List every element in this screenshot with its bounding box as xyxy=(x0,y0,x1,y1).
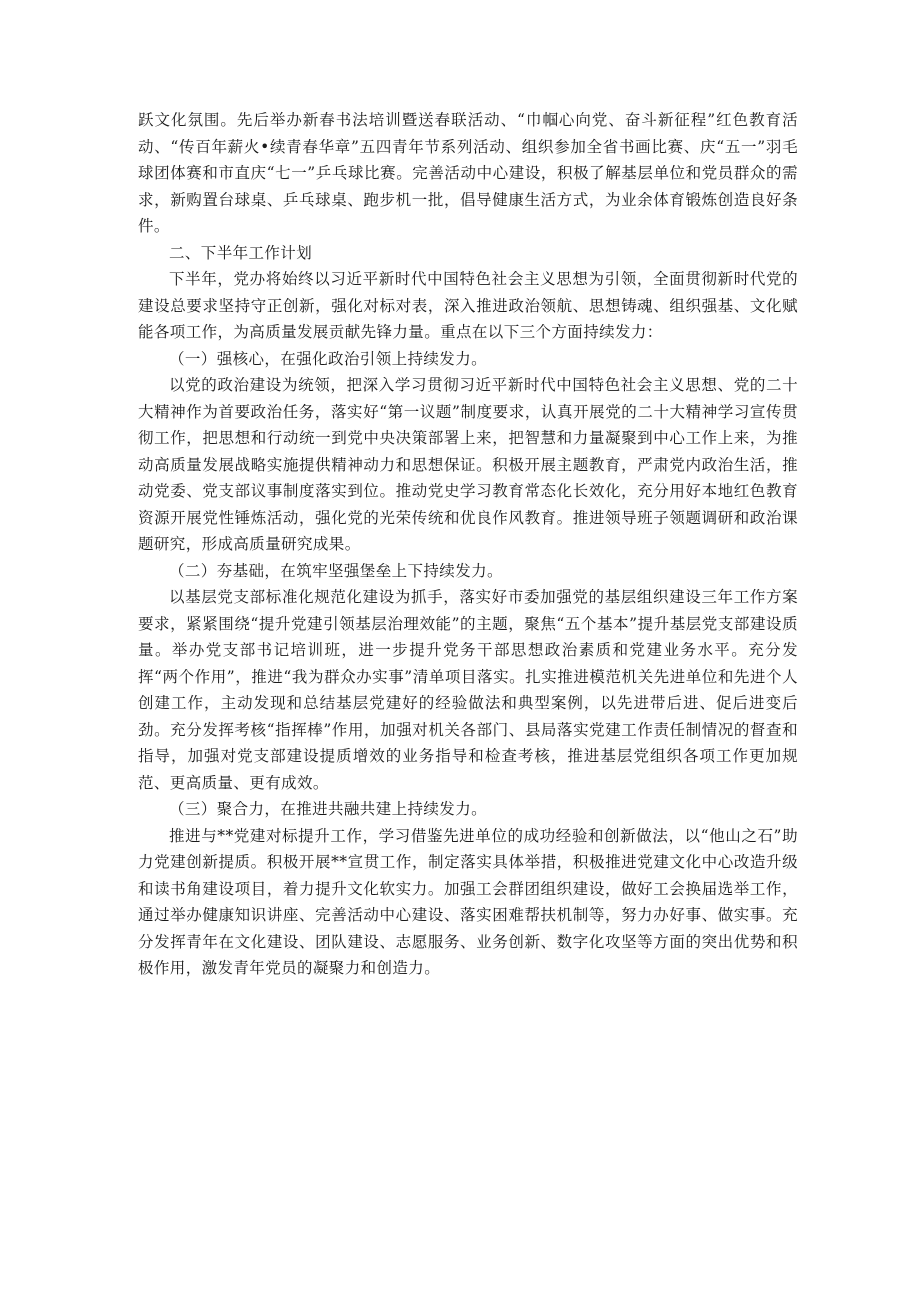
paragraph-continued: 跃文化氛围。先后举办新春书法培训暨送春联活动、“巾帼心向党、奋斗新征程”红色教育活动、“传百年薪火•续青春华章”五四青年节系列活动、组织参加全省书画比赛、庆“五一”羽毛球团体赛和市直庆“七一”乒乓球比赛。完善活动中心建设，积极了解基层单位和党员群众的需求，新购置台球桌、乒乓球桌、跑步机一批，倡导健康生活方式，为业余体育锻炼创造良好条件。 xyxy=(138,111,798,235)
subheading-foundation: （二）夯基础，在筑牢坚强堡垒上下持续发力。 xyxy=(169,561,503,580)
paragraph-cohesion: 推进与**党建对标提升工作，学习借鉴先进单位的成功经验和创新做法，以“他山之石”助力党建创新提质。积极开展**宣贯工作，制定落实具体举措，积极推进党建文化中心改造升级和读书角建设项目，着力提升文化软实力。加强工会群团组织建设，做好工会换届选举工作，通过举办健康知识讲座、完善活动中心建设、落实困难帮扶机制等，努力办好事、做实事。充分发挥青年在文化建设、团队建设、志愿服务、业务创新、数字化攻坚等方面的突出优势和积极作用，激发青年党员的凝聚力和创造力。 xyxy=(138,826,798,977)
section-heading-plan: 二、下半年工作计划 xyxy=(169,243,313,262)
paragraph-core: 以党的政治建设为统领，把深入学习贯彻习近平新时代中国特色社会主义思想、党的二十大精神作为首要政治任务，落实好“第一议题”制度要求，认真开展党的二十大精神学习宣传贯彻工作，把思想和行动统一到党中央决策部署上来，把智慧和力量凝聚到中心工作上来，为推动高质量发展战略实施提供精神动力和思想保证。积极开展主题教育，严肃党内政治生活，推动党委、党支部议事制度落实到位。推动党史学习教育常态化长效化，充分用好本地红色教育资源开展党性锤炼活动，强化党的光荣传统和优良作风教育。推进领导班子领题调研和政治课题研究，形成高质量研究成果。 xyxy=(138,376,798,553)
subheading-cohesion: （三）聚合力，在推进共融共建上持续发力。 xyxy=(169,800,488,818)
document-page xyxy=(138,107,798,982)
paragraph-foundation: 以基层党支部标准化规范化建设为抓手，落实好市委加强党的基层组织建设三年工作方案要求，紧紧围绕“提升党建引领基层治理效能”的主题，聚焦“五个基本”提升基层党支部建设质量。举办党支部书记培训班，进一步提升党务干部思想政治素质和党建业务水平。充分发挥“两个作用”，推进“我为群众办实事”清单项目落实。扎实推进模范机关先进单位和先进个人创建工作，主动发现和总结基层党建好的经验做法和典型案例，以先进带后进、促后进变后劲。充分发挥考核“指挥棒”作用，加强对机关各部门、县局落实党建工作责任制情况的督查和指导，加强对党支部建设提质增效的业务指导和检查考核，推进基层党组织各项工作更加规范、更高质量、更有成效。 xyxy=(138,588,798,792)
section-intro-paragraph: 下半年，党办将始终以习近平新时代中国特色社会主义思想为引领，全面贯彻新时代党的建设总要求坚持守正创新，强化对标对表，深入推进政治领航、思想铸魂、组织强基、文化赋能各项工作，为高质量发展贡献先锋力量。重点在以下三个方面持续发力： xyxy=(138,270,798,341)
subheading-core: （一）强核心，在强化政治引领上持续发力。 xyxy=(169,349,488,368)
